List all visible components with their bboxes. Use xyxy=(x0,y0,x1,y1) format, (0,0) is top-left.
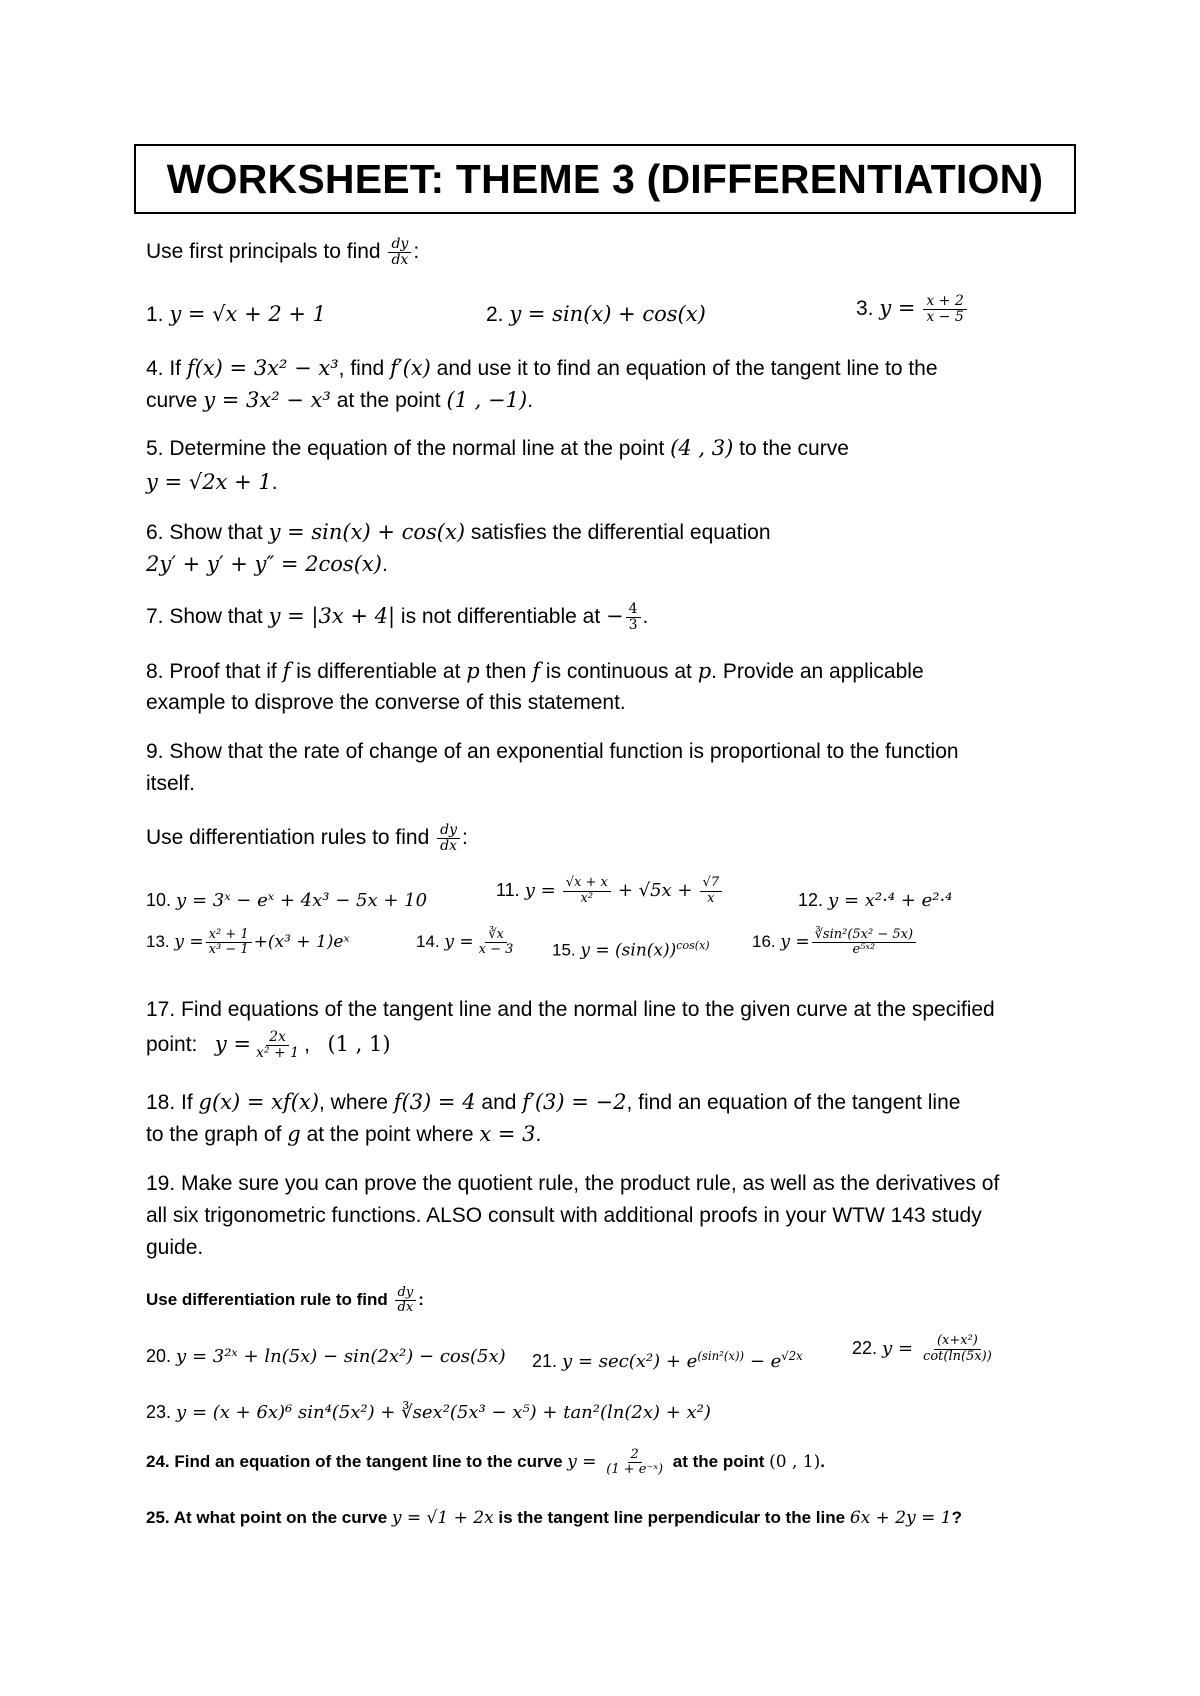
text: 24. Find an equation of the tangent line to the curve xyxy=(146,1452,563,1471)
question-math-lhs: y = xyxy=(444,932,474,952)
question-math-lhs: y = xyxy=(882,1338,914,1359)
dy-dx-fraction xyxy=(395,1286,417,1316)
frac-den: x − 5 xyxy=(926,308,964,325)
math-lhs: y = xyxy=(214,1032,252,1056)
frac-den: x² + 1 xyxy=(256,1044,300,1061)
math: p xyxy=(697,659,712,683)
text: , find an equation of the tangent line xyxy=(626,1091,961,1114)
text: curve xyxy=(146,389,198,412)
question-22 xyxy=(852,1332,997,1365)
frac-den: 3 xyxy=(628,616,638,633)
question-math-lhs: y = xyxy=(174,932,204,952)
question-9-line-1 xyxy=(146,736,959,768)
question-6-line-2 xyxy=(146,548,388,581)
fraction xyxy=(563,876,611,906)
math: (1 , −1) xyxy=(446,388,528,412)
text: guide. xyxy=(146,1236,204,1259)
section-heading-differentiation-rule xyxy=(146,1284,424,1316)
math: f′(3) = −2 xyxy=(522,1090,627,1114)
question-17-line-2 xyxy=(146,1028,391,1061)
dy-dx-fraction xyxy=(388,237,411,269)
text: . xyxy=(820,1452,825,1471)
fraction xyxy=(920,1334,995,1364)
frac-num: √x + x xyxy=(563,876,611,891)
comma: , xyxy=(304,1033,310,1056)
math: p xyxy=(466,659,480,683)
question-19-line-3 xyxy=(146,1232,203,1264)
question-math-mid: + √5x + xyxy=(617,880,693,901)
section-heading-differentiation-rules xyxy=(146,822,468,854)
text: . xyxy=(527,389,534,412)
text: at the point xyxy=(672,1452,765,1471)
question-math: y = x²·⁴ + e²·⁴ xyxy=(828,890,953,911)
title-box xyxy=(134,144,1076,214)
text: at the point where xyxy=(306,1123,474,1146)
question-25 xyxy=(146,1502,962,1534)
text: to the curve xyxy=(739,437,849,460)
frac-num: dy xyxy=(437,823,460,839)
text: 19. Make sure you can prove the quotient rule, the product rule, as well as the derivatives of xyxy=(146,1172,1000,1195)
text: point: xyxy=(146,1033,198,1056)
question-15 xyxy=(552,930,710,967)
question-number: 12. xyxy=(798,890,824,910)
question-math: y = sec(x²) + e xyxy=(562,1351,698,1372)
question-number: 14. xyxy=(416,932,440,951)
frac-num: ∛x xyxy=(485,928,507,943)
question-math-lhs: y = xyxy=(780,932,810,952)
text: example to disprove the converse of this statement. xyxy=(146,691,626,714)
question-5-line-2 xyxy=(146,466,278,499)
math: y = 3x² − x³ xyxy=(203,388,331,412)
question-math: y = 3ˣ − eˣ + 4x³ − 5x + 10 xyxy=(176,890,428,911)
text: is continuous at xyxy=(545,660,692,683)
frac-den: x − 3 xyxy=(478,942,514,958)
point: (0 , 1) xyxy=(769,1452,821,1472)
text: , where xyxy=(319,1091,388,1114)
page-title: WORKSHEET: THEME 3 (DIFFERENTIATION) xyxy=(166,155,1044,202)
text: itself. xyxy=(146,772,196,795)
exponent: cos(x) xyxy=(676,939,710,952)
question-number: 23. xyxy=(146,1402,172,1422)
text: 9. Show that the rate of change of an exponential function is proportional to the function xyxy=(146,740,959,763)
fraction xyxy=(476,928,517,958)
section-heading-first-principles xyxy=(146,236,419,268)
dy-dx-fraction xyxy=(437,823,460,855)
question-number: 11. xyxy=(496,880,520,900)
question-3 xyxy=(856,292,969,325)
question-12 xyxy=(798,884,952,917)
question-number: 1. xyxy=(146,303,164,326)
math: g xyxy=(287,1122,301,1146)
question-4-line-1 xyxy=(146,352,938,385)
math: f xyxy=(532,659,541,683)
text: . xyxy=(642,605,649,628)
question-7 xyxy=(146,600,648,633)
question-14 xyxy=(416,926,518,958)
question-8-line-1 xyxy=(146,655,924,688)
math: (4 , 3) xyxy=(670,436,734,460)
math: 6x + 2y = 1 xyxy=(849,1508,952,1528)
frac-num: 2 xyxy=(628,1448,642,1463)
text: 7. Show that xyxy=(146,605,263,628)
text: all six trigonometric functions. ALSO consult with additional proofs in your WTW 143 study xyxy=(146,1204,982,1227)
math: f(x) = 3x² − x³ xyxy=(186,356,339,380)
text: 25. At what point on the curve xyxy=(146,1508,388,1527)
colon: : xyxy=(418,1290,424,1309)
question-math: y = 3²ˣ + ln(5x) − sin(2x²) − cos(5x) xyxy=(176,1346,506,1367)
frac-num: 2x xyxy=(266,1030,289,1046)
question-19-line-1 xyxy=(146,1168,999,1200)
question-6-line-1 xyxy=(146,516,771,549)
text: 18. If xyxy=(146,1091,193,1114)
question-math-lhs: y = xyxy=(524,880,556,901)
fraction xyxy=(206,928,252,958)
text: then xyxy=(485,660,527,683)
colon: : xyxy=(462,826,468,849)
question-math: y = (sin(x)) xyxy=(580,940,677,961)
question-23 xyxy=(146,1396,711,1429)
fraction xyxy=(923,294,966,326)
question-number: 21. xyxy=(532,1351,558,1371)
question-2 xyxy=(486,298,706,331)
text: . xyxy=(271,471,278,494)
fraction-2 xyxy=(700,876,723,906)
text: to the graph of xyxy=(146,1123,282,1146)
question-1 xyxy=(146,298,326,331)
question-number: 3. xyxy=(856,297,874,320)
frac-num: 4 xyxy=(626,602,641,618)
question-math-lhs: y = xyxy=(879,296,916,320)
text: 4. If xyxy=(146,357,182,380)
text: , find xyxy=(338,357,385,380)
text: is not differentiable at xyxy=(400,605,601,628)
question-math: y = √x + 2 + 1 xyxy=(169,302,327,326)
section-label: Use differentiation rules to find xyxy=(146,826,430,849)
question-19-line-2 xyxy=(146,1200,982,1232)
exponent: (sin²(x)) xyxy=(697,1349,745,1363)
math: 2y′ + y′ + y″ = 2cos(x) xyxy=(146,552,382,576)
frac-den: dx xyxy=(440,837,457,854)
frac-num: x + 2 xyxy=(923,294,966,310)
point: (1 , 1) xyxy=(327,1032,391,1056)
text: is the tangent line perpendicular to the line xyxy=(498,1508,846,1527)
question-20 xyxy=(146,1340,506,1373)
question-number: 10. xyxy=(146,890,172,910)
fraction xyxy=(626,602,641,634)
question-16 xyxy=(752,926,918,958)
question-24 xyxy=(146,1446,825,1478)
text: . xyxy=(381,553,388,576)
question-number: 2. xyxy=(486,303,504,326)
text: and xyxy=(481,1091,517,1114)
text: . Provide an applicable xyxy=(711,660,924,683)
frac-num: (x+x²) xyxy=(934,1334,981,1349)
question-18-line-2 xyxy=(146,1118,541,1151)
math: y = √2x + 1 xyxy=(146,470,272,494)
text: ? xyxy=(951,1508,962,1527)
question-4-line-2 xyxy=(146,384,533,417)
question-13 xyxy=(146,926,350,958)
question-number: 13. xyxy=(146,932,170,951)
text: . xyxy=(535,1123,542,1146)
math: f′(x) xyxy=(390,356,431,380)
math: f(3) = 4 xyxy=(393,1090,476,1114)
math-lhs: y = xyxy=(567,1452,597,1472)
question-math: y = sin(x) + cos(x) xyxy=(509,302,706,326)
text: 5. Determine the equation of the normal line at the point xyxy=(146,437,665,460)
fraction xyxy=(812,928,916,958)
frac-den: e⁵ˣ² xyxy=(852,942,876,958)
question-number: 22. xyxy=(852,1338,878,1358)
frac-num: dy xyxy=(395,1286,417,1301)
frac-num: dy xyxy=(388,237,411,253)
fraction xyxy=(253,1030,302,1062)
text: 8. Proof that if xyxy=(146,660,277,683)
frac-num: √7 xyxy=(700,876,723,891)
frac-den: (1 + e⁻ˣ) xyxy=(606,1462,664,1478)
frac-den: x xyxy=(707,890,715,906)
question-number: 16. xyxy=(752,932,776,951)
text: satisfies the differential equation xyxy=(470,521,771,544)
question-8-line-2 xyxy=(146,687,626,719)
text: is differentiable at xyxy=(296,660,461,683)
frac-den: dx xyxy=(391,251,409,268)
section-label: Use differentiation rule to find xyxy=(146,1290,388,1309)
text: 17. Find equations of the tangent line and the normal line to the given curve at the specified xyxy=(146,998,995,1021)
question-18-line-1 xyxy=(146,1086,960,1119)
text: at the point xyxy=(336,389,441,412)
question-math-mid: − e xyxy=(744,1351,782,1372)
frac-den: cot(ln(5x)) xyxy=(923,1348,992,1364)
frac-num: ∛sin²(5x² − 5x) xyxy=(812,928,916,943)
question-math-rest: +(x³ + 1)eˣ xyxy=(253,932,350,952)
minus-sign: − xyxy=(606,604,624,628)
text: 6. Show that xyxy=(146,521,263,544)
frac-den: dx xyxy=(397,1300,414,1316)
math: y = √1 + 2x xyxy=(391,1508,494,1528)
exponent: √2x xyxy=(781,1349,803,1363)
question-21 xyxy=(532,1340,803,1378)
question-17-line-1 xyxy=(146,994,995,1026)
question-number: 15. xyxy=(552,940,576,960)
question-5-line-1 xyxy=(146,432,849,465)
question-math: y = (x + 6x)⁶ sin⁴(5x²) + ∛sex²(5x³ − x⁵) + tan²(ln(2x) + x²) xyxy=(176,1402,711,1423)
question-9-line-2 xyxy=(146,768,195,800)
math: x = 3 xyxy=(479,1122,536,1146)
fraction xyxy=(603,1448,666,1478)
frac-den: x³ − 1 xyxy=(208,942,249,958)
colon: : xyxy=(413,240,420,263)
frac-den: x² xyxy=(580,890,594,906)
math: g(x) = xf(x) xyxy=(198,1090,320,1114)
math: f xyxy=(282,659,291,683)
question-number: 20. xyxy=(146,1346,172,1366)
text: and use it to find an equation of the tangent line to the xyxy=(436,357,938,380)
question-10 xyxy=(146,884,427,917)
math: y = sin(x) + cos(x) xyxy=(268,520,466,544)
section-label: Use first principals to find xyxy=(146,240,381,263)
question-11 xyxy=(496,874,724,907)
frac-num: x² + 1 xyxy=(206,928,252,943)
math: y = |3x + 4| xyxy=(268,604,396,628)
